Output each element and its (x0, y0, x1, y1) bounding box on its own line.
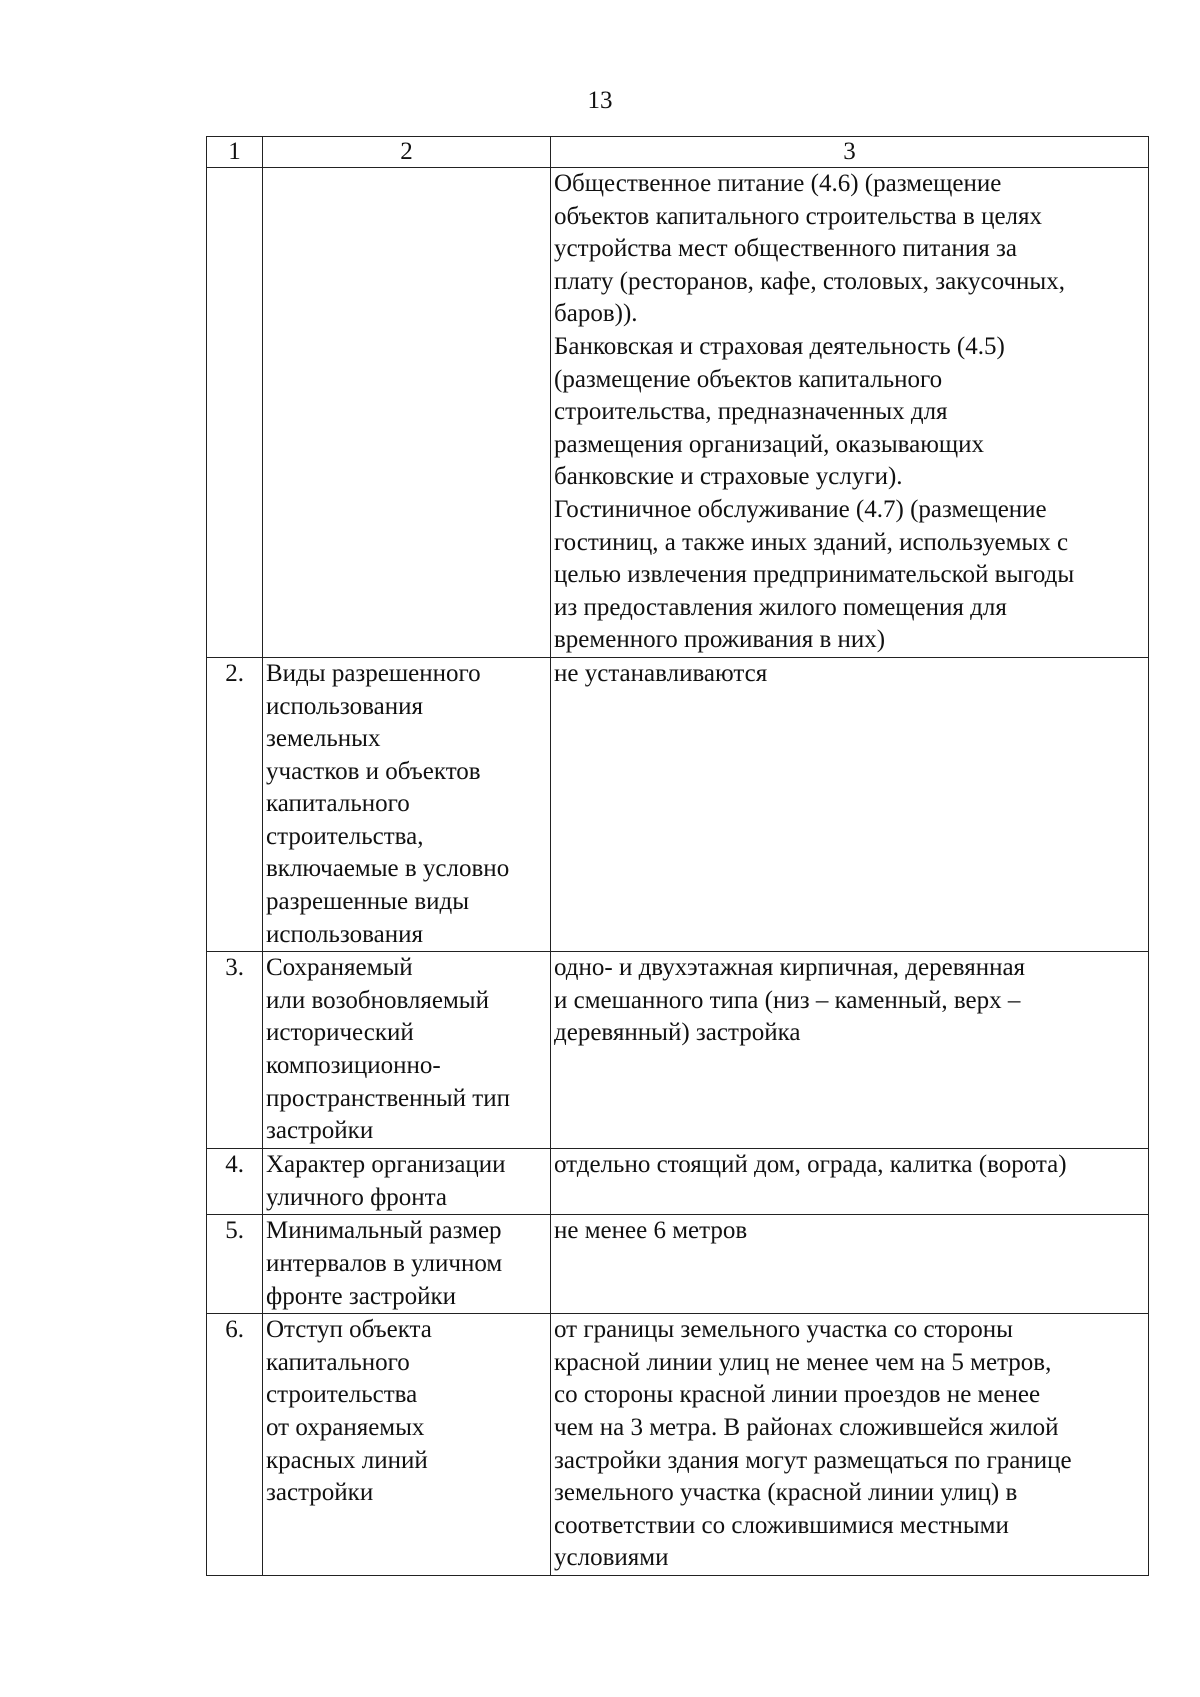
row-name (263, 657, 551, 951)
text-line: одно- и двухэтажная кирпичная, деревянная (554, 954, 1026, 982)
row-value (551, 952, 1149, 1149)
text-line: земельного участка (красной линии улиц) в (554, 1479, 1018, 1507)
text-line: соответствии со сложившимися местными (554, 1511, 1009, 1539)
column-header-2: 2 (263, 137, 551, 168)
text-line: фронте застройки (266, 1282, 457, 1310)
text-line: целью извлечения предпринимательской выгоды (554, 561, 1075, 589)
text-line: застройки (266, 1117, 374, 1145)
text-line: плату (ресторанов, кафе, столовых, закусочных, (554, 267, 1065, 295)
text-line: строительства, (266, 822, 424, 850)
table-row (207, 1215, 1149, 1314)
text-line: Минимальный размер (266, 1217, 502, 1245)
text-line: Гостиничное обслуживание (4.7) (размещение (554, 495, 1047, 523)
text-line: гостиниц, а также иных зданий, используемых с (554, 528, 1069, 556)
row-name (263, 952, 551, 1149)
text-line: участков и объектов (266, 757, 481, 785)
row-number: 3. (207, 952, 263, 1149)
text-line: Характер организации (266, 1151, 506, 1179)
table-header-row (207, 137, 1149, 168)
text-line: Сохраняемый (266, 954, 413, 982)
text-line: разрешенные виды (266, 888, 470, 916)
text-line: не устанавливаются (554, 659, 768, 687)
table-row-continuation (207, 168, 1149, 658)
text-line: от охраняемых (266, 1414, 425, 1441)
text-line: капитального (266, 790, 410, 818)
text-line: красных линий (266, 1446, 428, 1474)
text-line: застройки здания могут размещаться по границе (554, 1446, 1072, 1474)
text-line: композиционно- (266, 1052, 441, 1080)
text-line: использования (266, 920, 423, 948)
text-line: Банковская и страховая деятельность (4.5) (554, 332, 1005, 360)
text-line: (размещение объектов капитального (554, 365, 943, 393)
text-line: или возобновляемый (266, 986, 489, 1014)
text-line: устройства мест общественного питания за (554, 235, 1018, 263)
text-line: объектов капитального строительства в целях (554, 202, 1043, 230)
regulations-table (206, 136, 1149, 1576)
text-line: пространственный тип (266, 1084, 510, 1112)
text-line: и смешанного типа (низ – каменный, верх – (554, 986, 1021, 1014)
text-line: из предоставления жилого помещения для (554, 593, 1007, 621)
row-number: 4. (207, 1149, 263, 1215)
text-line: строительства, предназначенных для (554, 398, 948, 426)
column-header-1: 1 (207, 137, 263, 168)
page-number: 13 (587, 87, 613, 114)
text-line: размещения организаций, оказывающих (554, 430, 985, 458)
text-line: использования (266, 692, 423, 720)
text-line: земельных (266, 725, 381, 753)
row-name (263, 1149, 551, 1215)
row-name (263, 1215, 551, 1314)
text-line: включаемые в условно (266, 855, 510, 883)
row-value (551, 1314, 1149, 1576)
text-line: красной линии улиц не менее чем на 5 метров, (554, 1348, 1052, 1376)
row-value (551, 1215, 1149, 1314)
text-line: Виды разрешенного (266, 659, 481, 687)
text-line: Отступ объекта (266, 1316, 432, 1344)
text-line: банковские и страховые услуги). (554, 463, 903, 491)
text-line: не менее 6 метров (554, 1217, 748, 1245)
text-line: деревянный) застройка (554, 1019, 801, 1047)
column-header-3: 3 (551, 137, 1149, 168)
table-row (207, 657, 1149, 951)
text-line: чем на 3 метра. В районах сложившейся жилой (554, 1414, 1059, 1441)
text-line: баров)). (554, 300, 638, 328)
text-line: застройки (266, 1479, 374, 1507)
table-row (207, 1149, 1149, 1215)
text-line: уличного фронта (266, 1183, 447, 1211)
text-line: капитального (266, 1348, 410, 1376)
table-row (207, 952, 1149, 1149)
text-line: строительства (266, 1381, 418, 1409)
row-value (551, 168, 1149, 658)
row-name (263, 168, 551, 658)
row-value (551, 657, 1149, 951)
row-number: 2. (207, 657, 263, 951)
row-number: 5. (207, 1215, 263, 1314)
text-line: условиями (554, 1544, 669, 1572)
text-line: со стороны красной линии проездов не менее (554, 1381, 1041, 1409)
text-line: исторический (266, 1019, 414, 1047)
row-number (207, 168, 263, 658)
text-line: временного проживания в них) (554, 626, 886, 654)
text-line: отдельно стоящий дом, ограда, калитка (ворота) (554, 1151, 1067, 1179)
text-line: интервалов в уличном (266, 1250, 503, 1278)
text-line: от границы земельного участка со стороны (554, 1316, 1013, 1344)
row-value (551, 1149, 1149, 1215)
row-name (263, 1314, 551, 1576)
text-line: Общественное питание (4.6) (размещение (554, 170, 1002, 197)
row-number: 6. (207, 1314, 263, 1576)
table-row (207, 1314, 1149, 1576)
